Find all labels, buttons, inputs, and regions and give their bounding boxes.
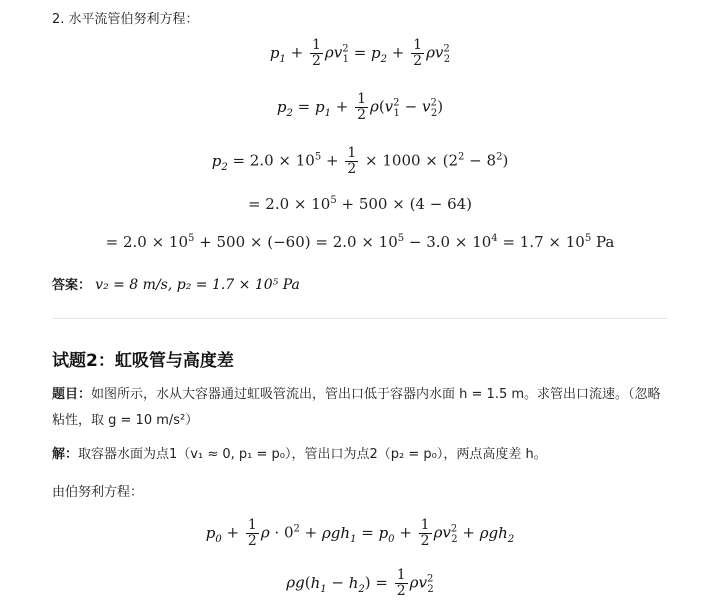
equation-p2-expression: $p_2 = p_1$ + $\frac{1}{2}$ $\rho(v^2_1 - v^2_2)$ (276, 91, 444, 123)
equation-step-4: = $2.0 \times 10^5 + 500 \times (4 - 64)$ (247, 195, 473, 213)
question-2-title: 试题2：虹吸管与高度差 (52, 351, 234, 371)
question-2-prompt (52, 382, 672, 434)
prompt-label: 题目： (52, 387, 92, 402)
equation-siphon-simplified: $\rho g(h_1 - h_2)$ = $\frac{1}{2}$ $\rho v^2_2$ (286, 567, 434, 599)
equation-bernoulli-horizontal: $p_1$ + $\frac{1}{2}$ $\rho v^2_1 = p_2$ + $\frac{1}{2}$ $\rho v^2_2$ (269, 37, 451, 69)
answer-value: v₂ = 8 m/s, p₂ = 1.7 × 10⁵ Pa (95, 277, 300, 293)
answer-label: 答案： (52, 278, 92, 293)
answer-line (52, 274, 300, 293)
solution-label: 解： (52, 447, 79, 462)
equation-step-5: = $2.0 \times 10^5 + 500 \times (-60) = 2.0 \times 10^5 - 3.0 \times 10^4 = 1.7 \times 10^5$ Pa (105, 233, 615, 251)
step-heading: 2. 水平流管伯努利方程： (52, 12, 199, 27)
equation-siphon-bernoulli: $p_0$ + $\frac{1}{2}$ $\rho \cdot 0^2 + \rho gh_1 = p_0$ + $\frac{1}{2}$ $\rho v^2_2 + \rho gh_2$ (205, 517, 515, 549)
question-2-solution (52, 442, 672, 468)
section-divider (52, 318, 668, 319)
solution-text: 取容器水面为点1（v₁ ≈ 0, p₁ = p₀），管出口为点2（p₂ = p₀），两点高度差 h。 (78, 447, 547, 462)
prompt-text: 如图所示，水从大容器通过虹吸管流出，管出口低于容器内水面 h = 1.5 m。求管出口流速。（忽略粘性，取 g = 10 m/s²） (52, 387, 661, 428)
equation-p2-substitution: $p_2 = 2.0 \times 10^5$ + $\frac{1}{2}$ × $1000 \times (2^2 - 8^2)$ (211, 145, 509, 177)
bernoulli-intro: 由伯努利方程： (52, 485, 144, 500)
